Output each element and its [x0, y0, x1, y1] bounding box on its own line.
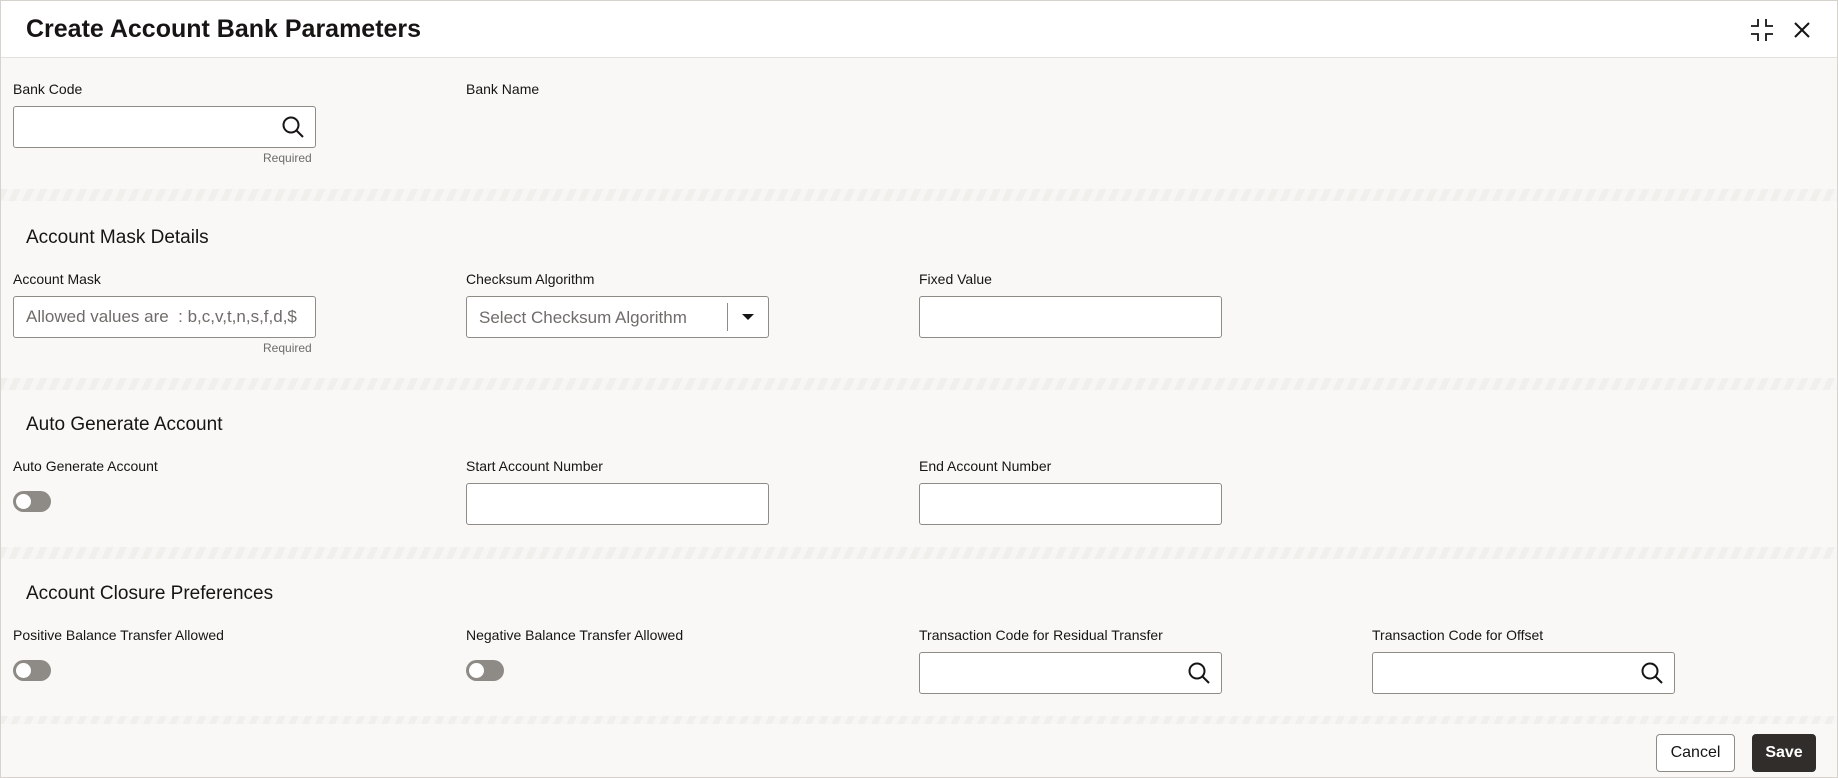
- end-account-number-label: End Account Number: [919, 458, 1052, 474]
- offset-code-input[interactable]: [1372, 652, 1675, 694]
- auto-generate-label: Auto Generate Account: [13, 458, 158, 474]
- page-title: Create Account Bank Parameters: [26, 15, 422, 43]
- auto-generate-toggle[interactable]: [13, 491, 51, 512]
- negative-balance-transfer-toggle[interactable]: [466, 660, 504, 681]
- account-mask-required: Required: [263, 341, 312, 355]
- positive-balance-transfer-label: Positive Balance Transfer Allowed: [13, 627, 224, 643]
- close-icon[interactable]: [1789, 17, 1815, 43]
- auto-generate-section: [1, 390, 1837, 546]
- bank-section: [1, 58, 1837, 188]
- dialog-header: [1, 1, 1837, 58]
- toggle-knob: [469, 663, 484, 678]
- residual-transfer-code-label: Transaction Code for Residual Transfer: [919, 627, 1163, 643]
- collapse-icon[interactable]: [1749, 17, 1775, 43]
- search-icon[interactable]: [280, 114, 306, 140]
- section-divider: [1, 189, 1837, 201]
- end-account-number-input[interactable]: [919, 483, 1222, 525]
- cancel-button[interactable]: Cancel: [1656, 734, 1735, 772]
- closure-section: [1, 559, 1837, 715]
- auto-generate-section-title: Auto Generate Account: [26, 414, 223, 435]
- positive-balance-transfer-toggle[interactable]: [13, 660, 51, 681]
- bank-name-label: Bank Name: [466, 81, 540, 97]
- account-mask-input[interactable]: [13, 296, 316, 338]
- residual-transfer-code-input[interactable]: [919, 652, 1222, 694]
- save-button[interactable]: Save: [1752, 734, 1816, 772]
- account-mask-label: Account Mask: [13, 271, 101, 287]
- bank-code-label: Bank Code: [13, 81, 83, 97]
- search-icon[interactable]: [1186, 660, 1212, 686]
- bank-code-required: Required: [263, 151, 312, 165]
- fixed-value-input[interactable]: [919, 296, 1222, 338]
- search-icon[interactable]: [1639, 660, 1665, 686]
- toggle-knob: [16, 494, 31, 509]
- section-divider: [1, 716, 1837, 724]
- fixed-value-label: Fixed Value: [919, 271, 992, 287]
- chevron-down-icon[interactable]: [740, 309, 756, 325]
- checksum-algorithm-label: Checksum Algorithm: [466, 271, 595, 287]
- section-divider: [1, 547, 1837, 559]
- start-account-number-input[interactable]: [466, 483, 769, 525]
- offset-code-label: Transaction Code for Offset: [1372, 627, 1544, 643]
- closure-section-title: Account Closure Preferences: [26, 583, 274, 604]
- account-mask-section-title: Account Mask Details: [26, 227, 209, 248]
- checksum-algorithm-placeholder: Select Checksum Algorithm: [479, 308, 687, 327]
- toggle-knob: [16, 663, 31, 678]
- select-separator: [727, 303, 728, 331]
- account-mask-section: [1, 201, 1837, 377]
- checksum-algorithm-select[interactable]: [466, 296, 769, 338]
- start-account-number-label: Start Account Number: [466, 458, 603, 474]
- negative-balance-transfer-label: Negative Balance Transfer Allowed: [466, 627, 684, 643]
- section-divider: [1, 378, 1837, 390]
- bank-code-input[interactable]: [13, 106, 316, 148]
